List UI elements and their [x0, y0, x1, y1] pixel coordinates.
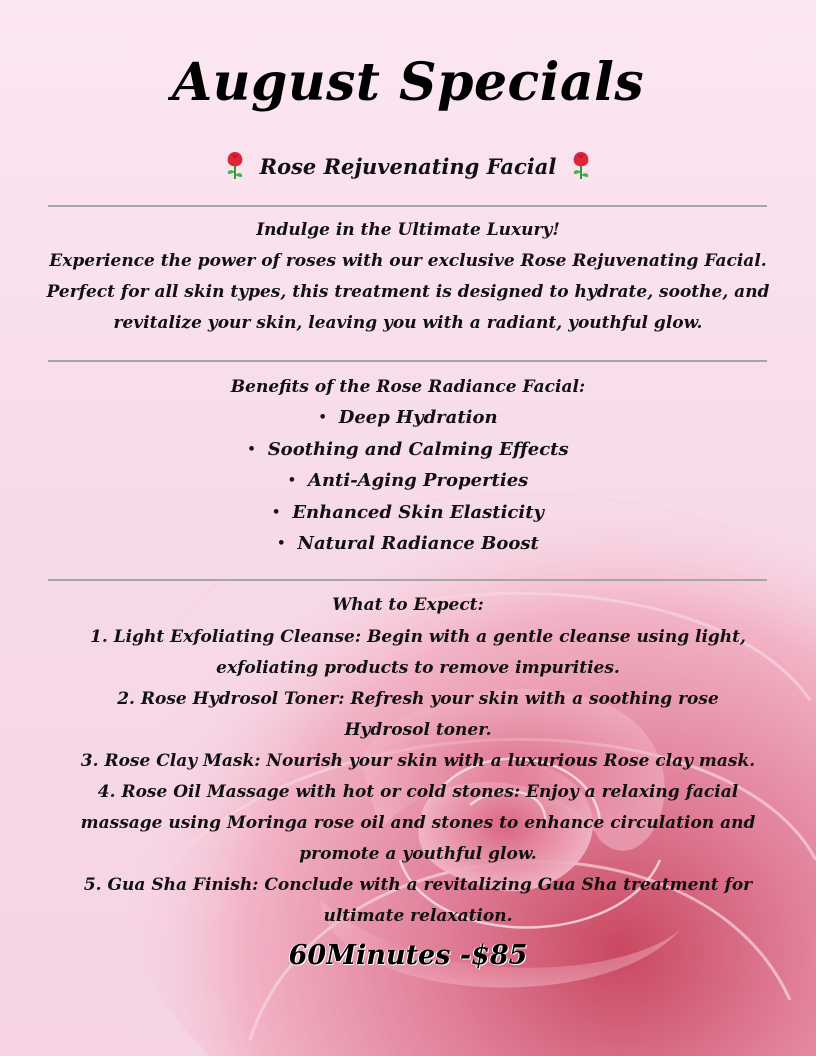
benefit-item: • Natural Radiance Boost [0, 528, 816, 560]
step-number: 2. [117, 689, 135, 709]
benefits-list [0, 402, 816, 560]
step-text: Nourish your skin with a luxurious Rose clay mask. [266, 751, 756, 771]
step-item [80, 622, 756, 684]
step-item [80, 746, 756, 777]
step-number: 1. [90, 627, 108, 647]
divider [48, 579, 767, 581]
benefit-item: • Anti-Aging Properties [0, 465, 816, 497]
intro-line: Experience the power of roses with our exclusive Rose Rejuvenating Facial. [49, 251, 767, 271]
intro-paragraph [40, 246, 776, 339]
step-title: Rose Hydrosol Toner: [140, 689, 345, 709]
steps-list [80, 622, 756, 932]
benefits-heading: Benefits of the Rose Radiance Facial: [230, 377, 586, 397]
expect-heading: What to Expect: [332, 595, 484, 615]
intro-line: Perfect for all skin types, this treatment is designed to hydrate, soothe, and [46, 282, 770, 302]
step-number: 3. [80, 751, 99, 771]
subtitle-text: Rose Rejuvenating Facial [259, 154, 557, 179]
step-title: Rose Oil Massage with hot or cold stones: [121, 782, 521, 802]
step-item [80, 870, 756, 932]
benefit-item: • Deep Hydration [0, 402, 816, 434]
subtitle-row [0, 150, 816, 180]
rose-icon [224, 150, 246, 180]
step-text: Refresh your skin with a soothing rose Hydrosol toner. [344, 689, 719, 740]
benefit-item: • Enhanced Skin Elasticity [0, 497, 816, 529]
step-item [80, 777, 756, 870]
step-title: Gua Sha Finish: [107, 875, 259, 895]
page-title: August Specials [171, 52, 645, 113]
step-number: 5. [83, 875, 102, 895]
rose-icon [570, 150, 592, 180]
intro-line: revitalize your skin, leaving you with a radiant, youthful glow. [113, 313, 703, 333]
step-item [80, 684, 756, 746]
divider [48, 205, 767, 207]
benefit-item: • Soothing and Calming Effects [0, 434, 816, 466]
step-text: Enjoy a relaxing facial massage using Moringa rose oil and stones to enhance circulation and promote a youthful glow. [80, 782, 756, 864]
step-text: Conclude with a revitalizing Gua Sha treatment for ultimate relaxation. [264, 875, 753, 926]
step-title: Rose Clay Mask: [104, 751, 261, 771]
divider [48, 360, 767, 362]
intro-heading: Indulge in the Ultimate Luxury! [256, 220, 560, 240]
step-number: 4. [97, 782, 116, 802]
step-text: Begin with a gentle cleanse using light, exfoliating products to remove impurities. [216, 627, 746, 678]
step-title: Light Exfoliating Cleanse: [113, 627, 362, 647]
price-label: 60Minutes -$85 [288, 940, 528, 971]
